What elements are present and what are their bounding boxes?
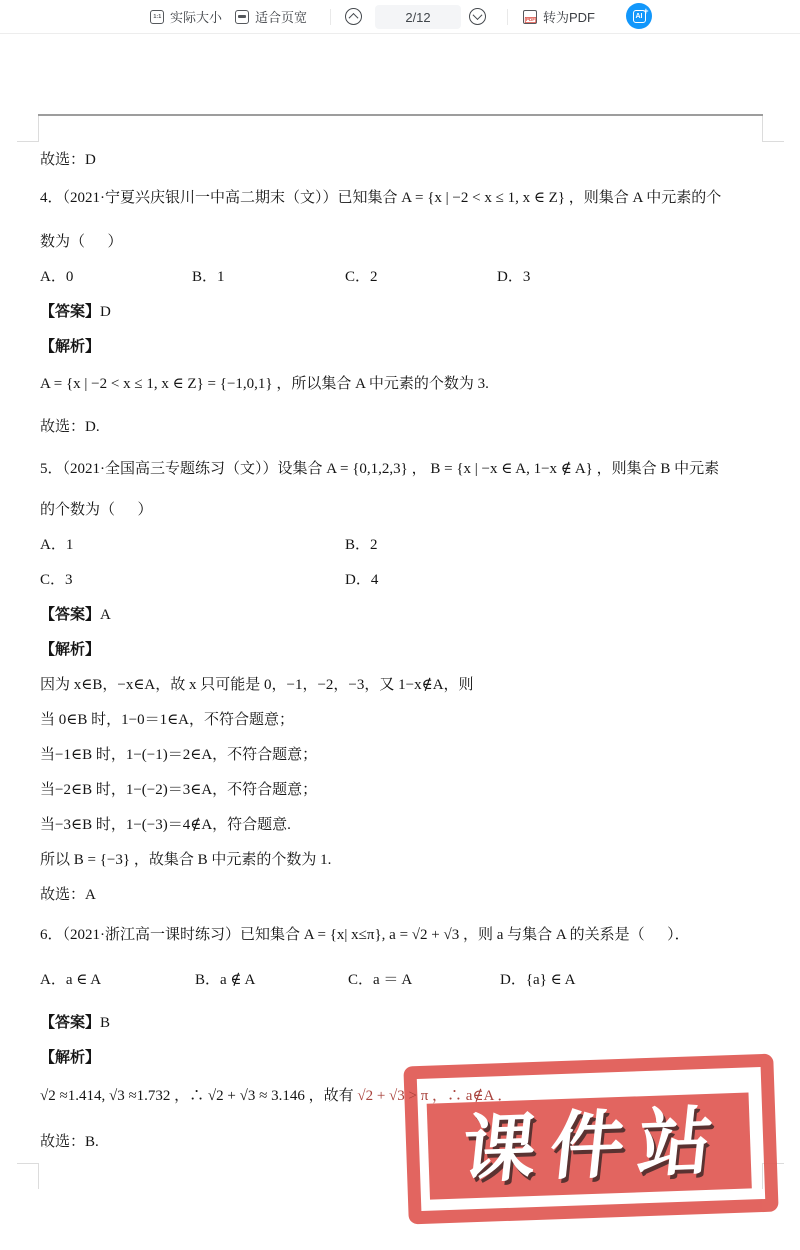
- fit-width-icon: [235, 10, 249, 24]
- actual-size-button[interactable]: [150, 0, 222, 33]
- q5-analysis-line1: 因为 x∈B，−x∈A，故 x 只可能是 0，−1，−2，−3，又 1−x∉A，则: [40, 677, 474, 693]
- chevron-down-icon: [469, 8, 486, 25]
- q5-analysis-line5: 当−3∈B 时，1−(−3)＝4∉A，符合题意.: [40, 817, 291, 833]
- q5-option-b: B．2: [345, 537, 378, 553]
- stamp-text: 课件站: [457, 1099, 731, 1192]
- q6-option-b: B．a ∉ A: [195, 972, 256, 988]
- prev-question-conclusion: 故选：D: [40, 152, 96, 168]
- actual-size-label: 实际大小: [170, 10, 223, 25]
- page-top-border: [38, 114, 763, 116]
- q6-option-c: C．a ＝ A: [348, 972, 413, 988]
- q4-analysis: A = {x | −2 < x ≤ 1, x ∈ Z} = {−1,0,1} ，所以集合 A 中元素的个数为 3.: [40, 376, 489, 392]
- pdf-badge: PDF: [526, 17, 535, 22]
- q6-conclusion: 故选：B.: [40, 1134, 99, 1150]
- q6-answer-line: [40, 1013, 110, 1033]
- q5-analysis-line4: 当−2∈B 时，1−(−2)＝3∈A，不符合题意；: [40, 782, 318, 798]
- q4-option-d: D．3: [497, 269, 531, 285]
- q6-analysis-label: 【解析】: [40, 1050, 101, 1066]
- q5-analysis-line2: 当 0∈B 时，1−0＝1∈A，不符合题意；: [40, 712, 295, 728]
- answer-label: 【答案】: [40, 607, 101, 623]
- previous-page-button[interactable]: [345, 0, 362, 33]
- q4-answer-line: [40, 302, 111, 322]
- q6-stem: 6．（2021·浙江高一课时练习）已知集合 A = {x| x≤π}, a = √2 + √3 ，则 a 与集合 A 的关系是（ ）．: [40, 927, 690, 943]
- q4-stem-line2: 数为（ ）: [40, 234, 123, 250]
- q4-analysis-label: 【解析】: [40, 339, 101, 355]
- fit-width-button[interactable]: [235, 0, 307, 33]
- q4-option-c: C．2: [345, 269, 378, 285]
- q4-stem-line1: 4．（2021·宁夏兴庆银川一中高二期末（文））已知集合 A = {x | −2 < x ≤ 1, x ∈ Z} ，则集合 A 中元素的个: [40, 190, 722, 206]
- q5-analysis-line6: 所以 B = {−3} ，故集合 B 中元素的个数为 1.: [40, 852, 332, 868]
- convert-to-pdf-label: 转为PDF: [543, 10, 596, 25]
- q4-answer: D: [100, 304, 111, 320]
- toolbar-divider: [330, 9, 331, 25]
- q5-stem-line1: 5．（2021·全国高三专题练习（文））设集合 A = {0,1,2,3} ， B = {x | −x ∈ A, 1−x ∉ A} ，则集合 B 中元素: [40, 461, 720, 477]
- ai-icon-label: AI: [635, 12, 643, 20]
- q4-conclusion: 故选：D.: [40, 419, 100, 435]
- q6-analysis-black: √2 ≈1.414, √3 ≈1.732 ，∴ √2 + √3 ≈ 3.146 ，故有: [40, 1088, 358, 1104]
- page-indicator[interactable]: 2/12: [375, 5, 461, 29]
- fit-width-label: 适合页宽: [255, 10, 308, 25]
- one-to-one-glyph: 1:1: [153, 13, 161, 20]
- text-margin-corner-top-left: [17, 116, 39, 142]
- next-page-button[interactable]: [469, 0, 486, 33]
- q5-analysis-label: 【解析】: [40, 642, 101, 658]
- q5-option-d: D．4: [345, 572, 379, 588]
- watermark-stamp: [403, 1054, 778, 1225]
- q5-option-c: C．3: [40, 572, 73, 588]
- answer-label: 【答案】: [40, 1015, 101, 1031]
- q6-answer: B: [100, 1015, 111, 1031]
- q5-answer-line: [40, 605, 111, 625]
- q4-option-b: B．1: [192, 269, 225, 285]
- q4-option-a: A．0: [40, 269, 74, 285]
- answer-label: 【答案】: [40, 304, 101, 320]
- q6-analysis-under-stamp: √2 + √3 > π ，∴ a∉A ．: [357, 1088, 513, 1104]
- q6-option-a: A．a ∈ A: [40, 972, 102, 988]
- q6-analysis: [40, 1086, 512, 1106]
- text-margin-corner-bottom-left: [17, 1163, 39, 1189]
- pdf-file-icon: [523, 10, 537, 24]
- chevron-up-icon: [345, 8, 362, 25]
- actual-size-icon: [150, 10, 164, 24]
- convert-to-pdf-button[interactable]: [523, 0, 595, 33]
- viewer-toolbar: [0, 0, 800, 34]
- ai-assistant-button[interactable]: [626, 3, 652, 29]
- q6-option-d: D．{a} ∈ A: [500, 972, 576, 988]
- q5-stem-line2: 的个数为（ ）: [40, 502, 153, 518]
- toolbar-divider: [507, 9, 508, 25]
- q5-analysis-line3: 当−1∈B 时，1−(−1)＝2∈A，不符合题意；: [40, 747, 318, 763]
- ai-plus-glyph: +: [643, 5, 649, 16]
- stamp-inner: [427, 1092, 752, 1199]
- q5-conclusion: 故选：A: [40, 887, 96, 903]
- ai-icon: [633, 5, 649, 23]
- q5-option-a: A．1: [40, 537, 74, 553]
- fit-width-glyph: [238, 15, 246, 18]
- q5-answer: A: [100, 607, 111, 623]
- text-margin-corner-top-right: [762, 116, 784, 142]
